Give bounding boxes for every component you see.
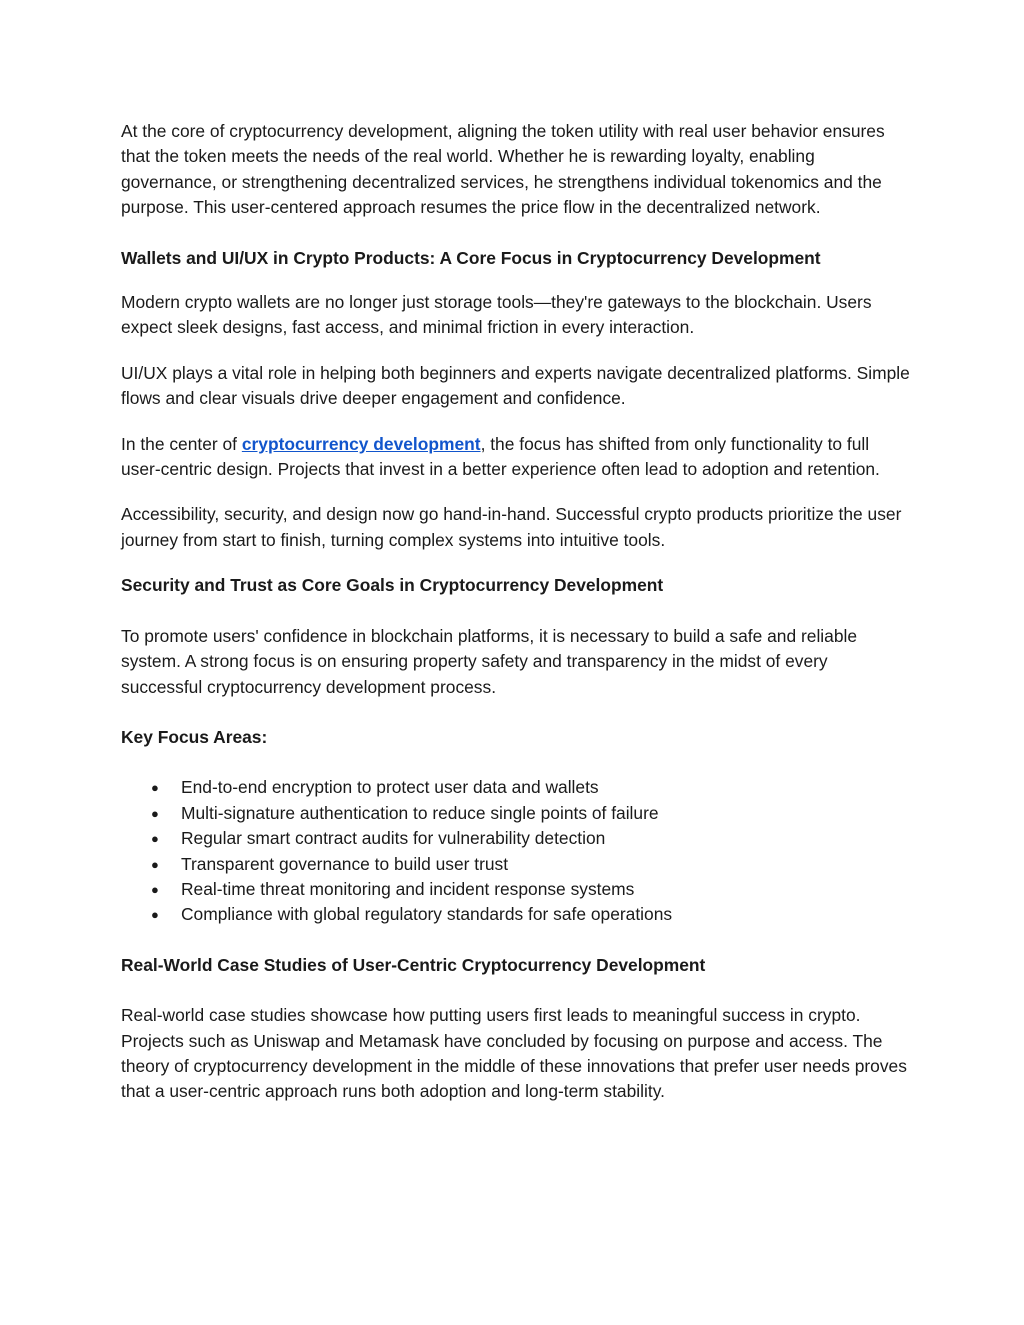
wallets-paragraph-4: Accessibility, security, and design now go hand-in-hand. Successful crypto products prioritize the user journey from start to finish, turning complex systems into intuitive tools. [121,504,902,550]
case-studies-heading: Real-World Case Studies of User-Centric Cryptocurrency Development [121,954,706,975]
bullet-icon: ● [151,907,159,923]
list-item-text: End-to-end encryption to protect user data and wallets [181,777,599,798]
list-item-text: Regular smart contract audits for vulnerability detection [181,828,606,849]
list-item [121,801,911,826]
document-page [121,119,911,1105]
list-item [121,877,911,902]
wallets-paragraph-3 [121,432,911,483]
case-studies-paragraph: Real-world case studies showcase how putting users first leads to meaningful success in crypto. Projects such as Uniswap and Metamask have concluded by focusing on purpose and access. The theory of cryptocurrency development in the middle of these innovations that prefer user needs proves that a user-centric approach runs both adoption and long-term stability. [121,1005,907,1102]
intro-paragraph: At the core of cryptocurrency development, aligning the token utility with real user behavior ensures that the token meets the needs of the real world. Whether he is rewarding loyalty, enabling governance, or strengthening decentralized services, he strengthens individual tokenomics and the purpose. This user-centered approach resumes the price flow in the decentralized network. [121,121,885,218]
wallets-paragraph-3-start: In the center of [121,433,242,454]
list-item [121,852,911,877]
list-item [121,826,911,851]
bullet-icon: ● [151,856,159,872]
wallets-paragraph-3-end: , the focus has shifted from only functionality to full user-centric design. Projects that invest in a better experience often lead to adoption and retention. [121,433,880,480]
bullet-icon: ● [151,805,159,821]
wallets-paragraph-2: UI/UX plays a vital role in helping both beginners and experts navigate decentralized platforms. Simple flows and clear visuals drive deeper engagement and confidence. [121,362,910,409]
list-item [121,902,911,927]
list-item-text: Real-time threat monitoring and incident response systems [181,878,635,899]
security-paragraph: To promote users' confidence in blockchain platforms, it is necessary to build a safe and reliable system. A strong focus is on ensuring property safety and transparency in the midst of every successful cryptocurrency development process. [121,625,858,697]
bullet-icon: ● [151,780,159,796]
security-heading: Security and Trust as Core Goals in Cryptocurrency Development [121,575,664,596]
list-item-text: Transparent governance to build user trust [181,853,509,874]
wallets-heading: Wallets and UI/UX in Crypto Products: A Core Focus in Cryptocurrency Development [121,247,821,268]
list-item-text: Multi-signature authentication to reduce single points of failure [181,802,659,823]
key-focus-list [121,775,911,927]
bullet-icon: ● [151,881,159,897]
wallets-paragraph-1: Modern crypto wallets are no longer just storage tools—they're gateways to the blockchain. Users expect sleek designs, fast access, and minimal friction in every interaction. [121,292,872,338]
key-focus-heading: Key Focus Areas: [121,726,268,747]
cryptocurrency-development-link[interactable]: cryptocurrency development [241,433,481,454]
list-item [121,775,911,800]
bullet-icon: ● [151,831,159,847]
list-item-text: Compliance with global regulatory standards for safe operations [181,904,673,925]
